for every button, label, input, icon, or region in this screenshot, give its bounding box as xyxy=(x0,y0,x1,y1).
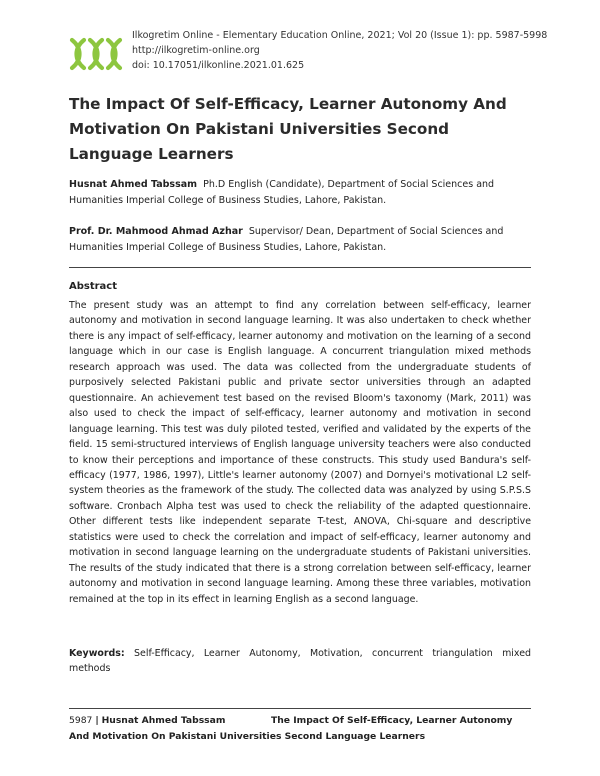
journal-doi[interactable]: doi: 10.17051/ilkonline.2021.01.625 xyxy=(132,60,305,71)
author-affiliation: Supervisor/ Dean, Department of Social Sciences and Humanities Imperial College of Business Studies, Lahore, Pakistan. xyxy=(69,226,504,253)
page-number: 5987 xyxy=(69,715,93,726)
footer-title-line1: The Impact Of Self-Efficacy, Learner Autonomy xyxy=(271,715,513,726)
author-block xyxy=(69,224,531,255)
journal-meta xyxy=(132,28,547,73)
page-footer xyxy=(69,713,531,745)
author-affiliation: Ph.D English (Candidate), Department of Social Sciences and Humanities Imperial College of Business Studies, Lahore, Pakistan. xyxy=(69,179,495,206)
paper-title: The Impact Of Self-Efficacy, Learner Autonomy And Motivation On Pakistani Universities Second Language Learners xyxy=(69,95,507,163)
footer-title-line2: And Motivation On Pakistani Universities Second Language Learners xyxy=(69,731,426,742)
footer-author: Husnat Ahmed Tabssam xyxy=(101,715,226,726)
journal-url[interactable]: http://ilkogretim-online.org xyxy=(132,45,260,56)
author-name: Prof. Dr. Mahmood Ahmad Azhar xyxy=(69,226,243,237)
author-name: Husnat Ahmed Tabssam xyxy=(69,179,198,190)
journal-citation: Ilkogretim Online - Elementary Education Online, 2021; Vol 20 (Issue 1): pp. 5987-5998 xyxy=(132,30,548,41)
abstract-heading: Abstract xyxy=(69,281,118,292)
abstract-text: The present study was an attempt to find any correlation between self-efficacy, learner autonomy and motivation in second language learning. It was also undertaken to check whether there is any impact of self-efficacy, learner autonomy and motivation on the learning of a second language which in our case is English language. A concurrent triangulation mixed methods research approach was used. The data was collected from the undergraduate students of purposively selected Pakistani public and private sector universities through an adapted questionnaire. An achievement test based on the revised Bloom's taxonomy (Mark, 2011) was also used to check the impact of self-efficacy, learner autonomy and motivation in second language learning. This test was duly piloted tested, verified and validated by the experts of the field. 15 semi-structured interviews of English language university teachers were also conducted to know their perceptions and importance of these constructs. This study used Bandura's self-efficacy (1977, 1986, 1997), Little's learner autonomy (2007) and Dornyei's motivational L2 self-system theories as the framework of the study. The collected data was analyzed by using S.P.S.S software. Cronbach Alpha test was used to check the reliability of the adapted questionnaire. Other different tests like independent separate T-test, ANOVA, Chi-square and descriptive statistics were used to check the correlation and impact of self-efficacy, learner autonomy and motivation in second language learning on the undergraduate students of Pakistani universities. The results of the study indicated that there is a strong correlation between self-efficacy, learner autonomy and motivation in second language learning. Among these three variables, motivation remained at the top in its effect in learning English as a second language. xyxy=(69,300,531,605)
journal-logo-icon xyxy=(68,34,128,74)
footer-separator: | xyxy=(95,715,99,726)
keywords xyxy=(69,646,531,677)
author-block xyxy=(69,177,531,208)
journal-header xyxy=(68,28,548,76)
footer-divider xyxy=(69,708,531,709)
keywords-text: Self-Efficacy, Learner Autonomy, Motivation, concurrent triangulation mixed methods xyxy=(69,648,531,675)
keywords-label: Keywords: xyxy=(69,648,125,659)
section-divider xyxy=(69,267,531,268)
